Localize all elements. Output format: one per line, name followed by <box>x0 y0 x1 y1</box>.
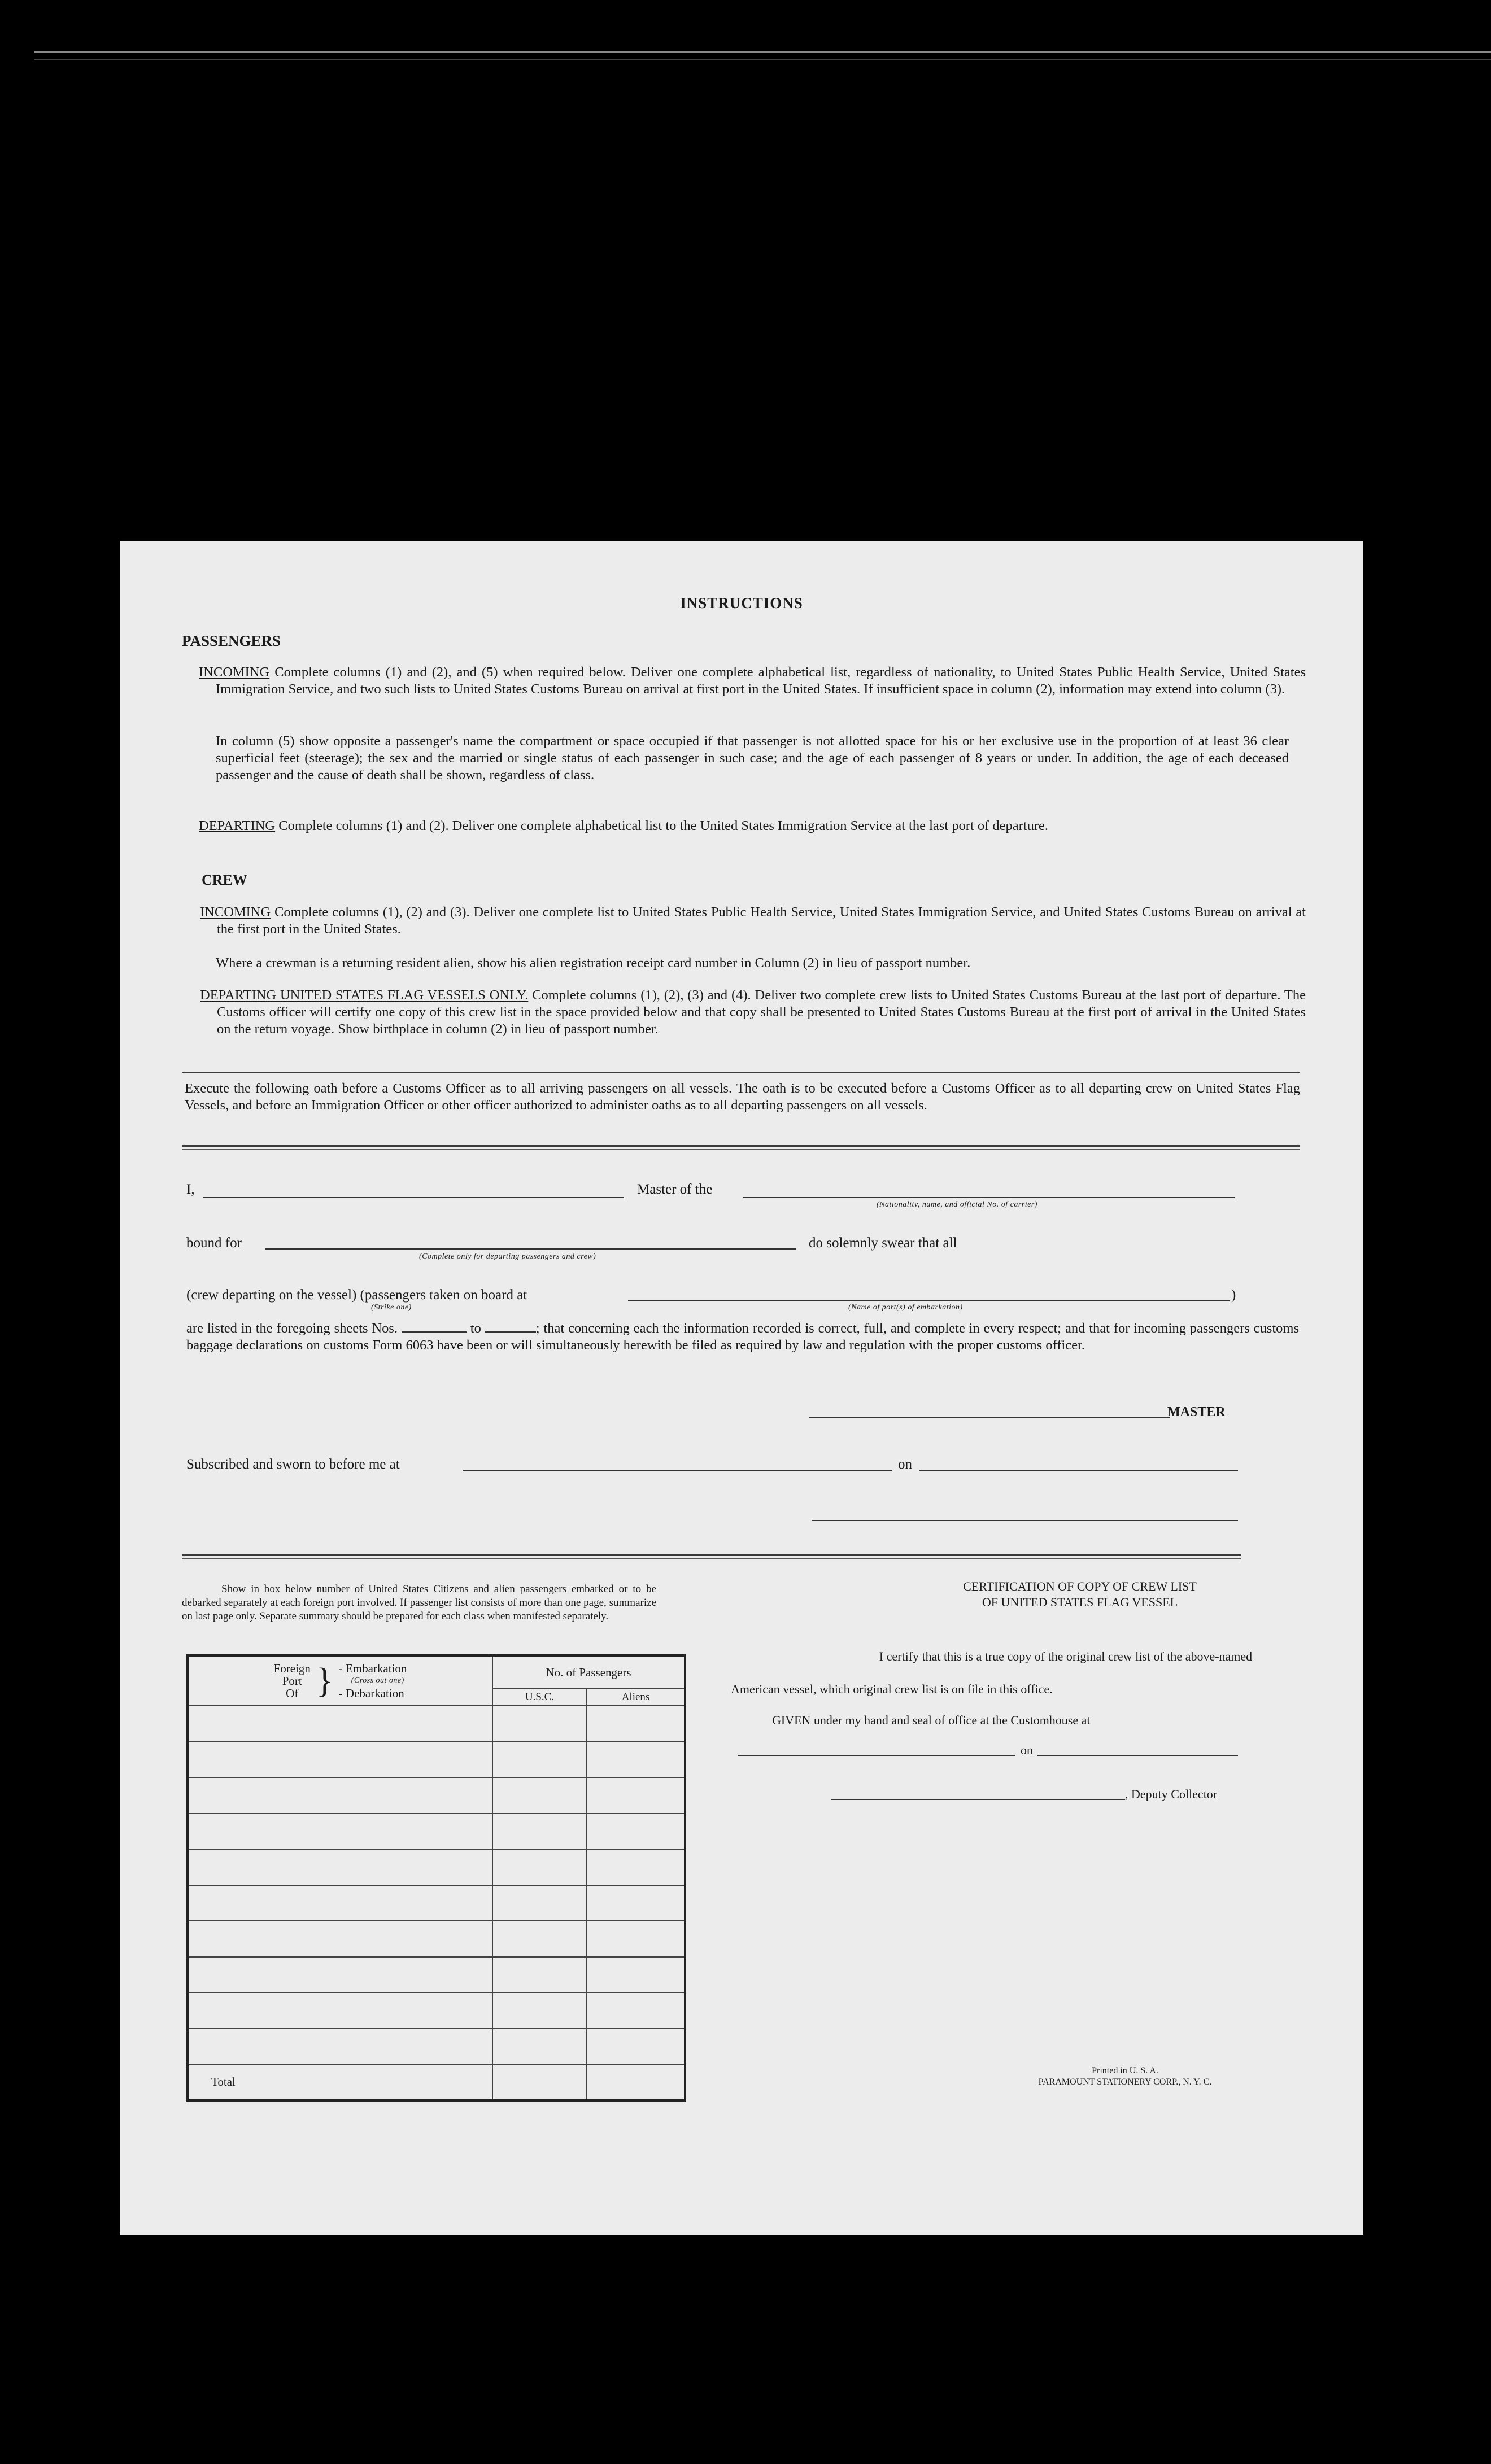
table-row <box>188 1993 685 2029</box>
port-cell[interactable] <box>188 1993 492 2029</box>
box-instruction: Show in box below number of United States Citizens and alien passengers embarked or to be debarked separately at each foreign port involved. If passenger list consists of more than one page, summarize on last page only. Separate summary should be prepared for each class when manifested separately. <box>182 1583 656 1622</box>
sheet-to-field[interactable] <box>485 1331 536 1333</box>
master-of-label: Master of the <box>637 1182 713 1197</box>
deputy-label: , Deputy Collector <box>1125 1787 1218 1801</box>
usc-cell[interactable] <box>492 1885 587 1921</box>
listed-text: ; that concerning each the information recorded is correct, full, and complete in every respect; and that for incoming passengers customs baggage declarations on customs Form 6063 have been or will simultaneously herewith be filed as required by law and regulation with the proper customs officer. <box>186 1321 1300 1353</box>
divider-3 <box>182 1554 1241 1556</box>
bound-for-field[interactable] <box>265 1248 796 1250</box>
to-label: to <box>470 1321 481 1336</box>
divider-1 <box>182 1072 1300 1073</box>
port-cell[interactable] <box>188 1777 492 1814</box>
debarkation-label: - Debarkation <box>338 1687 404 1701</box>
carrier-caption: (Nationality, name, and official No. of carrier) <box>877 1200 1037 1209</box>
aliens-header: Aliens <box>587 1689 685 1706</box>
crew-heading: CREW <box>202 872 247 888</box>
usc-header: U.S.C. <box>492 1689 587 1706</box>
sheet-from-field[interactable] <box>402 1331 467 1333</box>
table-row <box>188 1921 685 1957</box>
listed-label: are listed in the foregoing sheets Nos. <box>186 1321 398 1336</box>
aliens-cell[interactable] <box>587 2029 685 2065</box>
bound-for-caption: (Complete only for departing passengers and crew) <box>419 1252 596 1261</box>
certification-title-line2: OF UNITED STATES FLAG VESSEL <box>982 1595 1178 1609</box>
port-cell[interactable] <box>188 1957 492 1993</box>
certification-line1: I certify that this is a true copy of the original crew list of the above-named <box>879 1649 1253 1663</box>
deputy-signature-field[interactable] <box>831 1799 1125 1800</box>
table-row <box>188 2029 685 2065</box>
aliens-cell[interactable] <box>587 1742 685 1778</box>
brace-glyph: } <box>316 1662 333 1701</box>
bound-for-label: bound for <box>186 1235 242 1251</box>
total-usc-cell[interactable] <box>492 2064 587 2100</box>
master-signature-field[interactable] <box>809 1417 1170 1418</box>
crew-departing-lead: DEPARTING UNITED STATES FLAG VESSELS ONLY. <box>200 988 529 1003</box>
table-row <box>188 1706 685 1742</box>
usc-cell[interactable] <box>492 1742 587 1778</box>
page-title: INSTRUCTIONS <box>680 595 803 611</box>
crew-departing-label: (crew departing on the vessel) (passengers taken on board at <box>186 1287 527 1303</box>
aliens-cell[interactable] <box>587 1814 685 1850</box>
total-row <box>188 2064 685 2100</box>
document-sheet <box>120 541 1363 2235</box>
port-header-cell <box>188 1655 492 1706</box>
table-row <box>188 1742 685 1778</box>
oath-i-label: I, <box>186 1182 195 1197</box>
printed-line2: PARAMOUNT STATIONERY CORP., N. Y. C. <box>1038 2077 1212 2087</box>
certification-title <box>797 1579 1362 1610</box>
aliens-cell[interactable] <box>587 1885 685 1921</box>
crew-incoming-paragraph <box>200 904 1306 938</box>
usc-cell[interactable] <box>492 2029 587 2065</box>
usc-cell[interactable] <box>492 1957 587 1993</box>
officer-signature-field[interactable] <box>812 1520 1238 1521</box>
port-caption: (Name of port(s) of embarkation) <box>848 1303 963 1312</box>
usc-cell[interactable] <box>492 1706 587 1742</box>
certification-on-label: on <box>1021 1743 1033 1757</box>
crew-incoming-lead: INCOMING <box>200 905 271 920</box>
port-cell[interactable] <box>188 1742 492 1778</box>
passengers-departing-paragraph <box>199 818 1306 835</box>
certification-date-field[interactable] <box>1037 1755 1238 1756</box>
embarkation-label: - Embarkation <box>338 1662 407 1676</box>
embarkation-port-field[interactable] <box>628 1300 1230 1301</box>
certification-line3: GIVEN under my hand and seal of office at the Customhouse at <box>772 1713 1091 1727</box>
strike-one-caption: (Strike one) <box>371 1303 412 1312</box>
oath-instruction: Execute the following oath before a Customs Officer as to all arriving passengers on all vessels. The oath is to be executed before a Customs Officer as to all departing crew on United States Flag Vessels, and before an Immigration Officer or other officer authorized to administer oaths as to all departing passengers on all vessels. <box>185 1081 1300 1113</box>
table-row <box>188 1885 685 1921</box>
divider-3b <box>182 1558 1241 1559</box>
aliens-cell[interactable] <box>587 1957 685 1993</box>
table-row <box>188 1777 685 1814</box>
passengers-column5-paragraph: In column (5) show opposite a passenger's name the compartment or space occupied if that passenger is not allotted space for his or her exclusive use in the proportion of at least 36 clear superficial feet (steerage); the sex and the married or single status of each passenger in such case; and the age of each passenger of 8 years or under. In addition, the age of each deceased passenger and the cause of death shall be shown, regardless of class. <box>216 733 1289 783</box>
listed-paragraph <box>186 1320 1299 1354</box>
aliens-cell[interactable] <box>587 1921 685 1957</box>
passengers-heading: PASSENGERS <box>182 632 281 649</box>
sworn-place-field[interactable] <box>463 1470 892 1471</box>
usc-cell[interactable] <box>492 1849 587 1885</box>
aliens-cell[interactable] <box>587 1849 685 1885</box>
sworn-date-field[interactable] <box>919 1470 1238 1471</box>
film-top-line-shadow <box>34 59 1491 60</box>
aliens-cell[interactable] <box>587 1706 685 1742</box>
film-top-line <box>34 51 1491 53</box>
master-label: MASTER <box>1167 1405 1226 1419</box>
port-cell[interactable] <box>188 2029 492 2065</box>
master-name-field[interactable] <box>203 1197 624 1198</box>
carrier-field[interactable] <box>743 1197 1235 1198</box>
port-cell[interactable] <box>188 1706 492 1742</box>
port-cell[interactable] <box>188 1849 492 1885</box>
port-cell[interactable] <box>188 1814 492 1850</box>
total-label: Total <box>188 2064 492 2100</box>
foreign-label: Foreign <box>273 1662 311 1676</box>
usc-cell[interactable] <box>492 1921 587 1957</box>
sworn-on-label: on <box>898 1457 912 1472</box>
passengers-incoming-paragraph <box>199 664 1306 698</box>
printed-line1: Printed in U. S. A. <box>1092 2066 1158 2076</box>
swear-label: do solemnly swear that all <box>809 1235 957 1251</box>
passengers-incoming-text: Complete columns (1) and (2), and (5) when required below. Deliver one complete alphabetical list, regardless of nationality, to United States Public Health Service, United States Immigration Service, and two such lists to United States Customs Bureau on arrival at first port in the United States. If insufficient space in column (2), information may extend into column (3). <box>216 665 1306 697</box>
crew-departing-paragraph <box>200 987 1306 1038</box>
passenger-summary-table <box>186 1654 686 2102</box>
passengers-departing-lead: DEPARTING <box>199 818 276 833</box>
aliens-cell[interactable] <box>587 1993 685 2029</box>
no-of-passengers-header: No. of Passengers <box>492 1655 685 1689</box>
passengers-departing-text: Complete columns (1) and (2). Deliver one complete alphabetical list to the United States Immigration Service at the last port of departure. <box>275 818 1048 833</box>
total-aliens-cell[interactable] <box>587 2064 685 2100</box>
close-paren: ) <box>1231 1287 1236 1303</box>
usc-cell[interactable] <box>492 1993 587 2029</box>
usc-cell[interactable] <box>492 1814 587 1850</box>
customhouse-field[interactable] <box>738 1755 1015 1756</box>
table-row <box>188 1957 685 1993</box>
usc-cell[interactable] <box>492 1777 587 1814</box>
port-cell[interactable] <box>188 1885 492 1921</box>
divider-2 <box>182 1145 1300 1147</box>
aliens-cell[interactable] <box>587 1777 685 1814</box>
crew-resident-paragraph: Where a crewman is a returning resident alien, show his alien registration receipt card number in Column (2) in lieu of passport number. <box>216 955 971 971</box>
port-cell[interactable] <box>188 1921 492 1957</box>
passengers-incoming-lead: INCOMING <box>199 665 270 680</box>
table-row <box>188 1814 685 1850</box>
subscribed-label: Subscribed and sworn to before me at <box>186 1457 400 1472</box>
of-label: Of <box>286 1687 299 1701</box>
certification-title-line1: CERTIFICATION OF COPY OF CREW LIST <box>963 1579 1197 1593</box>
cross-out-label: (Cross out one) <box>351 1676 404 1685</box>
crew-departing-text: Complete columns (1), (2), (3) and (4). Deliver two complete crew lists to United States Customs Bureau at the last port of departure. The Customs officer will certify one copy of this crew list in the space provided below and that copy shall be presented to United States Customs Bureau at the first port of arrival in the United States on the return voyage. Show birthplace in column (2) in lieu of passport number. <box>217 988 1306 1037</box>
divider-2b <box>182 1149 1300 1150</box>
port-label: Port <box>282 1674 302 1688</box>
crew-incoming-text: Complete columns (1), (2) and (3). Deliver one complete list to United States Public Health Service, United States Immigration Service, and United States Customs Bureau on arrival at the first port in the United States. <box>217 905 1306 937</box>
printed-footer <box>984 2065 1266 2088</box>
certification-line2: American vessel, which original crew list is on file in this office. <box>731 1682 1053 1696</box>
table-row <box>188 1849 685 1885</box>
